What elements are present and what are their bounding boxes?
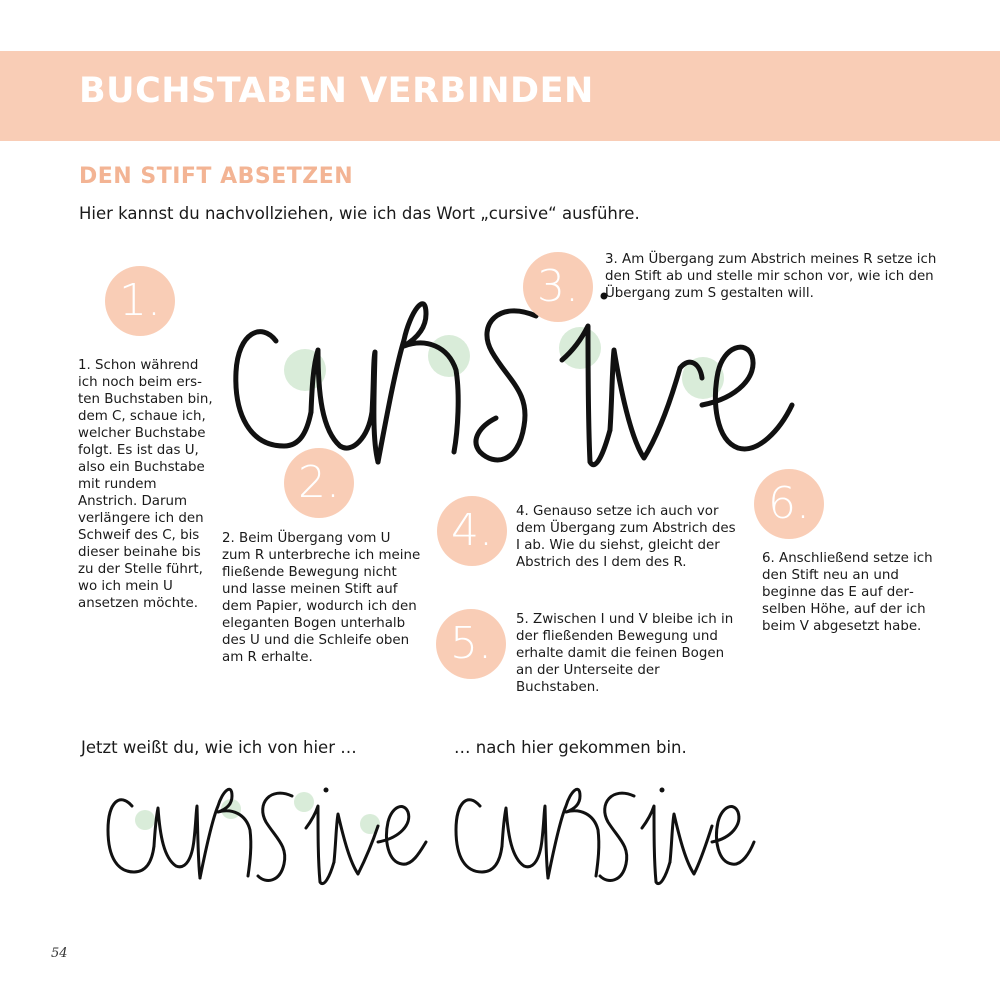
step-number-2: 2. (284, 448, 354, 518)
intro-text: Hier kannst du nachvollziehen, wie ich das Wort „cursive“ ausführe. (79, 204, 640, 223)
step-text-4: 4. Genauso setze ich auch vor dem Übergang zum Abstrich des I ab. Wie du siehst, gleicht der Abstrich des I dem des R. (516, 504, 736, 570)
step-text-2: 2. Beim Übergang vom U zum R unterbreche ich meine fließende Bewegung nicht und lasse meinen Stift auf dem Papier, wodurch ich den eleganten Bogen unterhalb des U und die Schleife oben am R erhalte. (222, 531, 421, 665)
step-number-3: 3. (523, 252, 593, 322)
page-title: BUCHSTABEN VERBINDEN (79, 71, 594, 111)
caption-right: … nach hier gekommen bin. (454, 738, 687, 757)
step-number-6: 6. (754, 469, 824, 539)
marker-dot (559, 327, 601, 369)
step-text-3: 3. Am Übergang zum Abstrich meines R setze ich den Stift ab und stelle mir schon vor, wie ich den Übergang zum S gestalten will. (605, 252, 937, 301)
step-text-6: 6. Anschließend setze ich den Stift neu an und beginne das E auf derselben Höhe, auf der ich beim V abgesetzt habe. (762, 551, 933, 634)
marker-dot (135, 810, 155, 830)
step-text-1: 1. Schon während ich noch beim ersten Buchstaben bin, dem C, schaue ich, welcher Buchstabe folgt. Es ist das U, also ein Buchstabe mit rundem Anstrich. Darum verlängere ich den Schweif des C, bis dieser beinahe bis zu der Stelle führt, wo ich mein U ansetzen möchte. (78, 358, 213, 611)
step-text-5: 5. Zwischen I und V bleibe ich in der fließenden Bewegung und erhalte damit die feinen Bogen an der Unterseite der Buchstaben. (516, 612, 734, 695)
lettering-small-marked (108, 788, 426, 884)
step-number-4: 4. (437, 496, 507, 566)
step-number-5: 5. (436, 609, 506, 679)
lettering-small-clean (456, 788, 754, 884)
page-number: 54 (51, 946, 68, 961)
marker-dot (294, 792, 314, 812)
letter-s-large (476, 311, 536, 460)
step-number-1: 1. (105, 266, 175, 336)
letter-r-large (378, 304, 458, 462)
caption-left: Jetzt weißt du, wie ich von hier … (81, 738, 357, 757)
section-title: DEN STIFT ABSETZEN (79, 164, 354, 189)
